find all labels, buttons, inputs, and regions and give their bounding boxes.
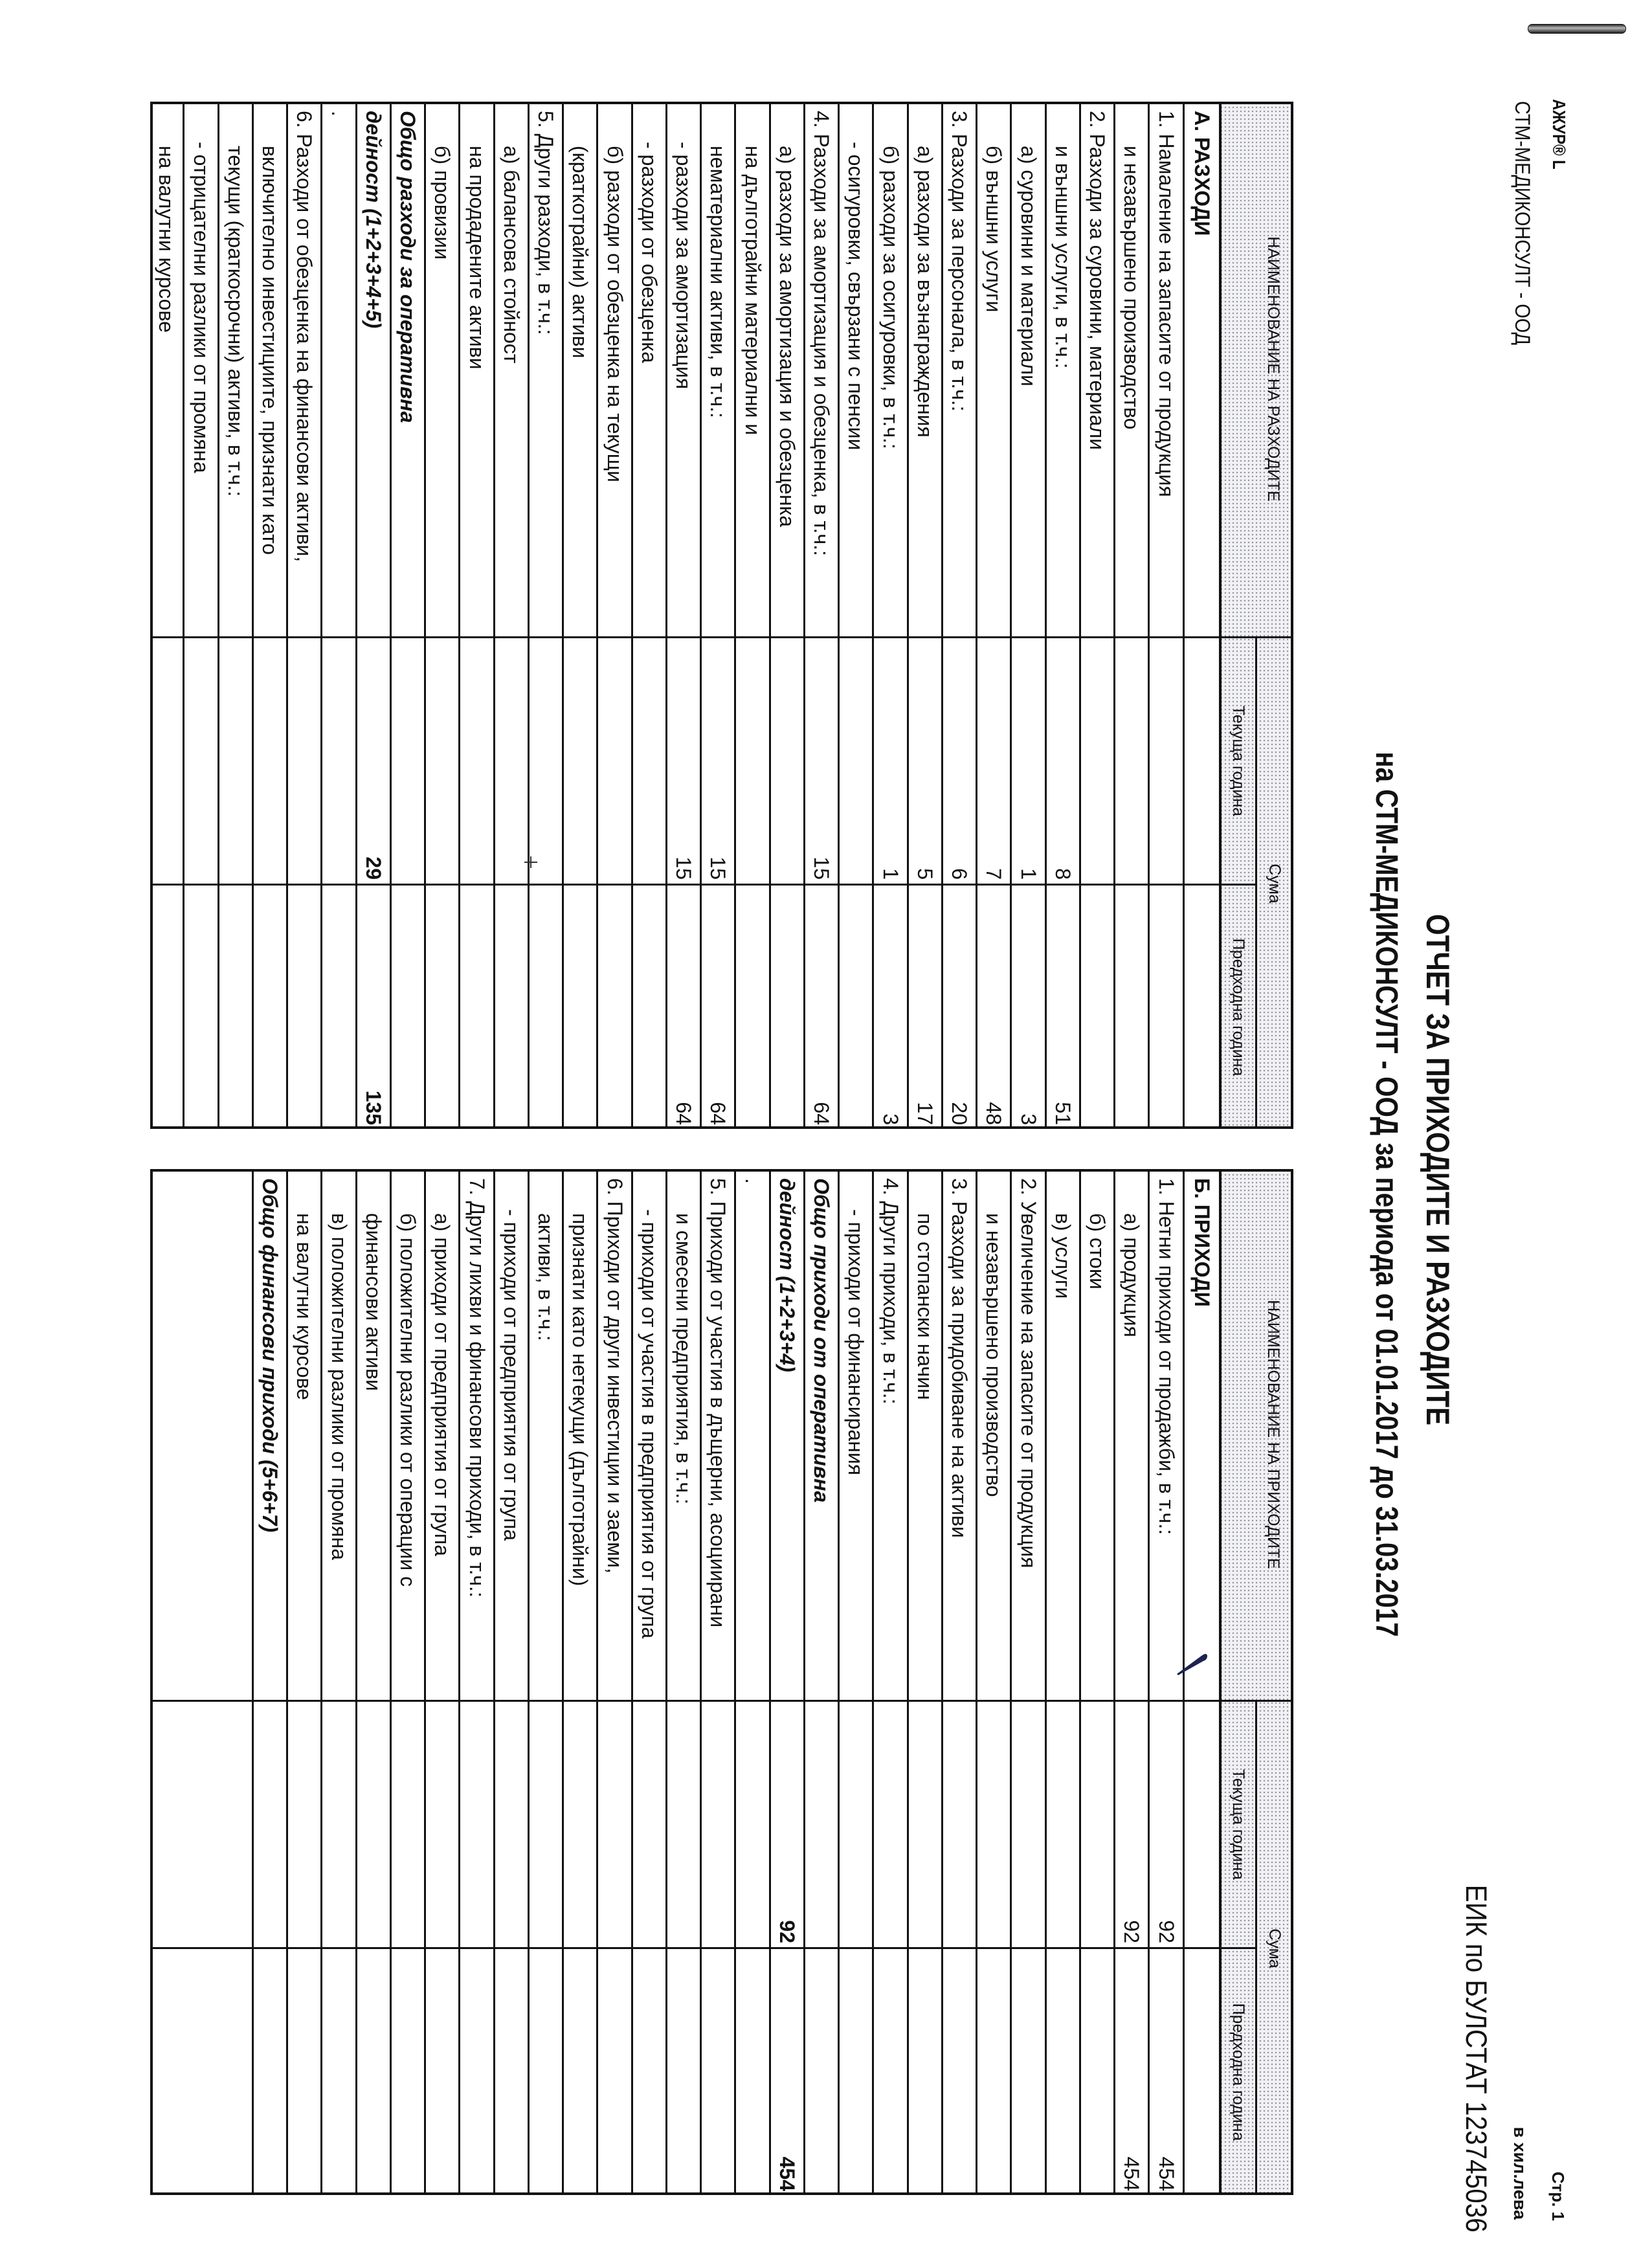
previous-year-value xyxy=(1081,884,1113,1129)
previous-year-value xyxy=(874,1947,906,2195)
row-label: 5. Други разходи, в т.ч.: xyxy=(534,111,558,335)
current-year-value xyxy=(1047,1700,1079,1947)
table-row xyxy=(840,1169,874,2195)
row-label: - приходи от предприятия от група xyxy=(499,1209,523,1541)
previous-year-value: 17 xyxy=(909,884,941,1129)
previous-year-value xyxy=(805,1947,838,2195)
current-year-value: 29 xyxy=(357,636,390,884)
row-label: 4. Разходи за амортизация и обезценка, в т.ч.: xyxy=(810,111,834,556)
software-brand: АЖУР® L xyxy=(1549,99,1569,170)
table-row xyxy=(1047,1169,1081,2195)
row-label: дейност (1+2+3+4) xyxy=(775,1178,799,1372)
previous-year-value xyxy=(530,1947,562,2195)
page-number: Стр. 1 xyxy=(1548,2171,1568,2221)
current-year-value xyxy=(840,1700,872,1947)
current-year-value xyxy=(254,636,286,884)
previous-year-value xyxy=(184,884,217,1129)
previous-year-value xyxy=(598,884,631,1129)
previous-year-value xyxy=(460,884,493,1129)
previous-year-value: 64 xyxy=(805,884,838,1129)
table-row xyxy=(702,1169,736,2195)
previous-year-value xyxy=(288,884,320,1129)
row-label: 2. Разходи за суровини, материали xyxy=(1086,111,1110,451)
table-row xyxy=(530,102,564,1129)
current-year-value xyxy=(977,1700,1010,1947)
table-row xyxy=(1185,102,1219,1129)
table-row xyxy=(667,102,702,1129)
previous-year-value xyxy=(1047,1947,1079,2195)
table-row xyxy=(460,1169,495,2195)
previous-year-value: 3 xyxy=(874,884,906,1129)
previous-year-header: Предходна година xyxy=(1222,884,1255,1129)
row-label: Общо приходи от оперативна xyxy=(810,1178,834,1503)
table-row xyxy=(530,1169,564,2195)
current-year-value xyxy=(460,1700,493,1947)
name-column-header: НАИМЕНОВАНИЕ НА РАЗХОДИТЕ xyxy=(1264,236,1282,502)
table-row xyxy=(219,102,254,1129)
current-year-value xyxy=(460,636,493,884)
table-row xyxy=(322,1169,357,2195)
current-year-value xyxy=(495,636,528,884)
eik-bulstat: ЕИК по БУЛСТАТ 123745036 xyxy=(1460,1884,1493,2233)
current-year-value xyxy=(633,636,665,884)
row-label: на продадените активи xyxy=(465,146,489,370)
current-year-value: 1 xyxy=(874,636,906,884)
row-label: 6. Приходи от други инвестиции и заеми, xyxy=(603,1178,627,1574)
table-row xyxy=(1012,1169,1046,2195)
row-label: 1. Намаление на запасите от продукция xyxy=(1154,111,1178,497)
current-year-value xyxy=(426,1700,458,1947)
table-row xyxy=(909,102,943,1129)
current-year-value: 8 xyxy=(1047,636,1079,884)
amount-header: Сума xyxy=(1255,1700,1293,2195)
current-year-value xyxy=(495,1700,528,1947)
previous-year-value xyxy=(1185,1947,1219,2195)
current-year-value xyxy=(219,636,252,884)
row-label: и смесени предприятия, в т.ч.: xyxy=(672,1213,696,1504)
amount-header-group xyxy=(1222,1700,1293,2195)
name-column-header: НАИМЕНОВАНИЕ НА ПРИХОДИТЕ xyxy=(1264,1300,1282,1569)
current-year-value xyxy=(254,1700,286,1947)
table-row xyxy=(254,102,288,1129)
table-row xyxy=(598,102,632,1129)
current-year-value xyxy=(564,1700,596,1947)
table-row xyxy=(977,102,1012,1129)
previous-year-value xyxy=(977,1947,1010,2195)
current-year-value xyxy=(1185,636,1219,884)
row-label: . xyxy=(327,111,351,117)
previous-year-value: 454 xyxy=(1115,1947,1148,2195)
row-label: 1. Нетни приходи от продажби, в т.ч.: xyxy=(1154,1178,1178,1535)
current-year-value xyxy=(1150,636,1183,884)
previous-year-value xyxy=(736,884,768,1129)
row-label: Общо финансови приходи (5+6+7) xyxy=(258,1178,282,1533)
row-label: и незавършено производство xyxy=(982,1213,1006,1497)
current-year-value xyxy=(598,1700,631,1947)
current-year-value xyxy=(736,1700,768,1947)
table-row xyxy=(1150,1169,1185,2195)
current-year-value xyxy=(426,636,458,884)
row-label: в) положителни разлики от промяна xyxy=(327,1213,351,1561)
current-year-value: 5 xyxy=(909,636,941,884)
table-row xyxy=(840,102,874,1129)
current-year-value xyxy=(288,636,320,884)
previous-year-value: 64 xyxy=(667,884,700,1129)
row-label: а) продукция xyxy=(1120,1213,1144,1337)
row-label: а) разходи за възнаграждения xyxy=(913,146,937,438)
row-label: текущи (краткосрочни) активи, в т.ч.: xyxy=(223,146,247,497)
current-year-value xyxy=(322,1700,355,1947)
table-row xyxy=(392,1169,426,2195)
row-label: А. РАЗХОДИ xyxy=(1190,111,1214,236)
table-row xyxy=(771,102,805,1129)
previous-year-value xyxy=(254,1947,286,2195)
amount-header-group xyxy=(1222,636,1293,1129)
previous-year-value xyxy=(840,884,872,1129)
previous-year-value xyxy=(1185,884,1219,1129)
report-title: ОТЧЕТ ЗА ПРИХОДИТЕ И РАЗХОДИТЕ xyxy=(1420,913,1456,1425)
row-label: 4. Други приходи, в т.ч.: xyxy=(878,1178,902,1405)
table-row xyxy=(322,102,357,1129)
previous-year-value xyxy=(357,1947,390,2195)
current-year-value: 1 xyxy=(1012,636,1044,884)
pen-stroke-mark xyxy=(1174,1648,1209,1679)
previous-year-value xyxy=(322,884,355,1129)
previous-year-value xyxy=(392,1947,424,2195)
row-label: нематериални активи, в т.ч.: xyxy=(706,146,730,418)
table-row xyxy=(736,102,770,1129)
previous-year-value xyxy=(530,884,562,1129)
row-label: 2. Увеличение на запасите от продукция xyxy=(1016,1178,1040,1568)
table-row xyxy=(1185,1169,1219,2195)
previous-year-value xyxy=(392,884,424,1129)
row-label: б) външни услуги xyxy=(982,146,1006,313)
row-label: - приходи от участия в предприятия от група xyxy=(637,1209,661,1639)
previous-year-value xyxy=(667,1947,700,2195)
previous-year-value xyxy=(702,1947,734,2195)
previous-year-value xyxy=(909,1947,941,2195)
previous-year-value xyxy=(426,884,458,1129)
row-label: б) стоки xyxy=(1086,1213,1110,1289)
current-year-value xyxy=(564,636,596,884)
current-year-header: Текуща година xyxy=(1222,636,1255,884)
row-label: б) положителни разлики от операции с xyxy=(396,1213,420,1587)
table-row xyxy=(977,1169,1012,2195)
row-label: 6. Разходи от обезценка на финансови активи, xyxy=(293,111,317,563)
previous-year-value: 135 xyxy=(357,884,390,1129)
current-year-value: 15 xyxy=(667,636,700,884)
table-row xyxy=(1115,1169,1150,2195)
previous-year-value xyxy=(426,1947,458,2195)
previous-year-value xyxy=(495,884,528,1129)
row-label: а) приходи от предприятия от група xyxy=(430,1213,454,1556)
previous-year-value: 20 xyxy=(943,884,976,1129)
row-label xyxy=(150,1169,252,1700)
expenses-table xyxy=(150,102,1293,1129)
previous-year-value: 3 xyxy=(1012,884,1044,1129)
previous-year-value xyxy=(736,1947,768,2195)
previous-year-value xyxy=(1115,884,1148,1129)
current-year-header: Текуща година xyxy=(1222,1700,1255,1947)
row-label: 3. Разходи за персонала, в т.ч.: xyxy=(948,111,972,412)
previous-year-value xyxy=(840,1947,872,2195)
current-year-value: 15 xyxy=(702,636,734,884)
current-year-value xyxy=(943,1700,976,1947)
current-year-value xyxy=(1012,1700,1044,1947)
row-label: дейност (1+2+3+4+5) xyxy=(361,111,385,329)
previous-year-value xyxy=(1081,1947,1113,2195)
current-year-value xyxy=(322,636,355,884)
current-year-value xyxy=(392,1700,424,1947)
table-row xyxy=(702,102,736,1129)
table-row xyxy=(426,102,460,1129)
table-row xyxy=(564,1169,598,2195)
table-row xyxy=(1115,102,1150,1129)
row-label: а) разходи за амортизация и обезценка xyxy=(775,146,799,528)
current-year-value: 15 xyxy=(805,636,838,884)
current-year-value xyxy=(805,1700,838,1947)
income-table xyxy=(150,1169,1293,2195)
row-label: на валутни курсове xyxy=(155,146,179,333)
table-row xyxy=(288,102,322,1129)
current-year-value xyxy=(874,1700,906,1947)
table-row xyxy=(392,102,426,1129)
previous-year-value xyxy=(598,1947,631,2195)
table-row xyxy=(667,1169,702,2195)
table-row xyxy=(874,102,908,1129)
previous-year-value xyxy=(1150,884,1183,1129)
previous-year-value xyxy=(219,884,252,1129)
row-label: - приходи от финансирания xyxy=(844,1209,868,1476)
current-year-value xyxy=(667,1700,700,1947)
current-year-value xyxy=(1115,636,1148,884)
row-label: и външни услуги, в т.ч.: xyxy=(1051,146,1075,369)
table-row xyxy=(357,1169,392,2195)
company-name: СТМ-МЕДИКОНСУЛТ - ООД xyxy=(1511,101,1534,346)
current-year-value xyxy=(392,636,424,884)
previous-year-value xyxy=(771,884,803,1129)
table-row xyxy=(495,102,530,1129)
current-year-value xyxy=(633,1700,665,1947)
current-year-value: 92 xyxy=(1115,1700,1148,1947)
report-subtitle: на СТМ-МЕДИКОНСУЛТ - ООД за периода от 01.01.2017 до 31.03.2017 xyxy=(1369,752,1403,1637)
previous-year-value xyxy=(633,884,665,1129)
row-label: 5. Приходи от участия в дъщерни, асоциирани xyxy=(706,1178,730,1628)
table-row xyxy=(1081,1169,1115,2195)
row-label: а) суровини и материали xyxy=(1016,146,1040,386)
table-row xyxy=(288,1169,322,2195)
table-row xyxy=(564,102,598,1129)
row-label: б) провизии xyxy=(430,146,454,260)
row-label: . xyxy=(741,1178,765,1184)
previous-year-value: 454 xyxy=(771,1947,803,2195)
previous-year-value: 454 xyxy=(1150,1947,1183,2195)
previous-year-header: Предходна година xyxy=(1222,1947,1255,2195)
table-row xyxy=(633,1169,667,2195)
current-year-value xyxy=(840,636,872,884)
current-year-value xyxy=(736,636,768,884)
previous-year-value xyxy=(943,1947,976,2195)
pen-plus-mark xyxy=(523,854,539,870)
current-year-value xyxy=(150,1700,252,1947)
table-row xyxy=(943,1169,977,2195)
table-row xyxy=(805,1169,840,2195)
current-year-value: 92 xyxy=(1150,1700,1183,1947)
row-label: на дълготрайни материални и xyxy=(741,146,765,436)
current-year-value xyxy=(909,1700,941,1947)
table-row xyxy=(909,1169,943,2195)
current-year-value: 6 xyxy=(943,636,976,884)
table-header xyxy=(1219,1169,1293,2195)
table-row xyxy=(1047,102,1081,1129)
row-label: активи, в т.ч.: xyxy=(534,1213,558,1341)
previous-year-value: 48 xyxy=(977,884,1010,1129)
current-year-value xyxy=(1081,1700,1113,1947)
previous-year-value xyxy=(288,1947,320,2195)
previous-year-value xyxy=(150,884,183,1129)
row-label: 3. Разходи за придобиване на активи xyxy=(948,1178,972,1538)
table-row xyxy=(1012,102,1046,1129)
table-row xyxy=(357,102,392,1129)
previous-year-value xyxy=(633,1947,665,2195)
table-row xyxy=(874,1169,908,2195)
table-row xyxy=(771,1169,805,2195)
table-row xyxy=(1081,102,1115,1129)
current-year-value xyxy=(150,636,183,884)
table-body xyxy=(150,1169,1219,2195)
row-label: б) разходи от обезценка на текущи xyxy=(603,146,627,482)
row-label: (краткотрайни) активи xyxy=(568,146,592,359)
current-year-value: 92 xyxy=(771,1700,803,1947)
row-label: и незавършено производство xyxy=(1120,146,1144,430)
previous-year-value xyxy=(1012,1947,1044,2195)
previous-year-value xyxy=(150,1947,252,2195)
table-header xyxy=(1219,102,1293,1129)
table-row xyxy=(254,1169,288,2195)
previous-year-value xyxy=(460,1947,493,2195)
table-row xyxy=(805,102,840,1129)
row-label: - отрицателни разлики от промяна xyxy=(189,142,213,473)
previous-year-value xyxy=(322,1947,355,2195)
previous-year-value: 64 xyxy=(702,884,734,1129)
table-row xyxy=(1150,102,1185,1129)
table-row xyxy=(736,1169,770,2195)
staple-mark xyxy=(1528,24,1626,34)
current-year-value xyxy=(357,1700,390,1947)
current-year-value xyxy=(771,636,803,884)
table-row xyxy=(460,102,495,1129)
current-year-value xyxy=(1081,636,1113,884)
current-year-value xyxy=(530,636,562,884)
row-label: 7. Други лихви и финансови приходи, в т.ч.: xyxy=(465,1178,489,1598)
row-label: включително инвестициите, признати като xyxy=(258,146,282,555)
table-row xyxy=(150,102,184,1129)
table-row-blank xyxy=(150,1169,254,2195)
table-row xyxy=(426,1169,460,2195)
current-year-value xyxy=(184,636,217,884)
previous-year-value xyxy=(564,884,596,1129)
row-label: финансови активи xyxy=(361,1213,385,1391)
table-row xyxy=(495,1169,530,2195)
table-row xyxy=(943,102,977,1129)
row-label: - осигуровки, свързани с пенсии xyxy=(844,142,868,451)
previous-year-value: 51 xyxy=(1047,884,1079,1129)
row-label: Б. ПРИХОДИ xyxy=(1190,1178,1214,1307)
table-row xyxy=(633,102,667,1129)
previous-year-value xyxy=(564,1947,596,2195)
previous-year-value xyxy=(254,884,286,1129)
row-label: - разходи от обезценка xyxy=(637,142,661,363)
current-year-value xyxy=(598,636,631,884)
row-label: б) разходи за осигуровки, в т.ч.: xyxy=(878,146,902,449)
current-year-value xyxy=(1185,1700,1219,1947)
table-row xyxy=(598,1169,632,2195)
row-label: а) балансова стойност xyxy=(499,146,523,364)
currency-units: в хил.лева xyxy=(1510,2126,1530,2220)
row-label: по стопански начин xyxy=(913,1213,937,1400)
row-label: - разходи за амортизация xyxy=(672,142,696,390)
current-year-value xyxy=(288,1700,320,1947)
current-year-value xyxy=(530,1700,562,1947)
amount-header: Сума xyxy=(1255,636,1293,1129)
current-year-value: 7 xyxy=(977,636,1010,884)
row-label: Общо разходи за оперативна xyxy=(396,111,420,423)
row-label: в) услуги xyxy=(1051,1213,1075,1299)
row-label: на валутни курсове xyxy=(293,1213,317,1400)
previous-year-value xyxy=(495,1947,528,2195)
table-body xyxy=(150,102,1219,1129)
row-label: признати като нетекущи (дълготрайни) xyxy=(568,1213,592,1587)
current-year-value xyxy=(702,1700,734,1947)
table-row xyxy=(184,102,219,1129)
